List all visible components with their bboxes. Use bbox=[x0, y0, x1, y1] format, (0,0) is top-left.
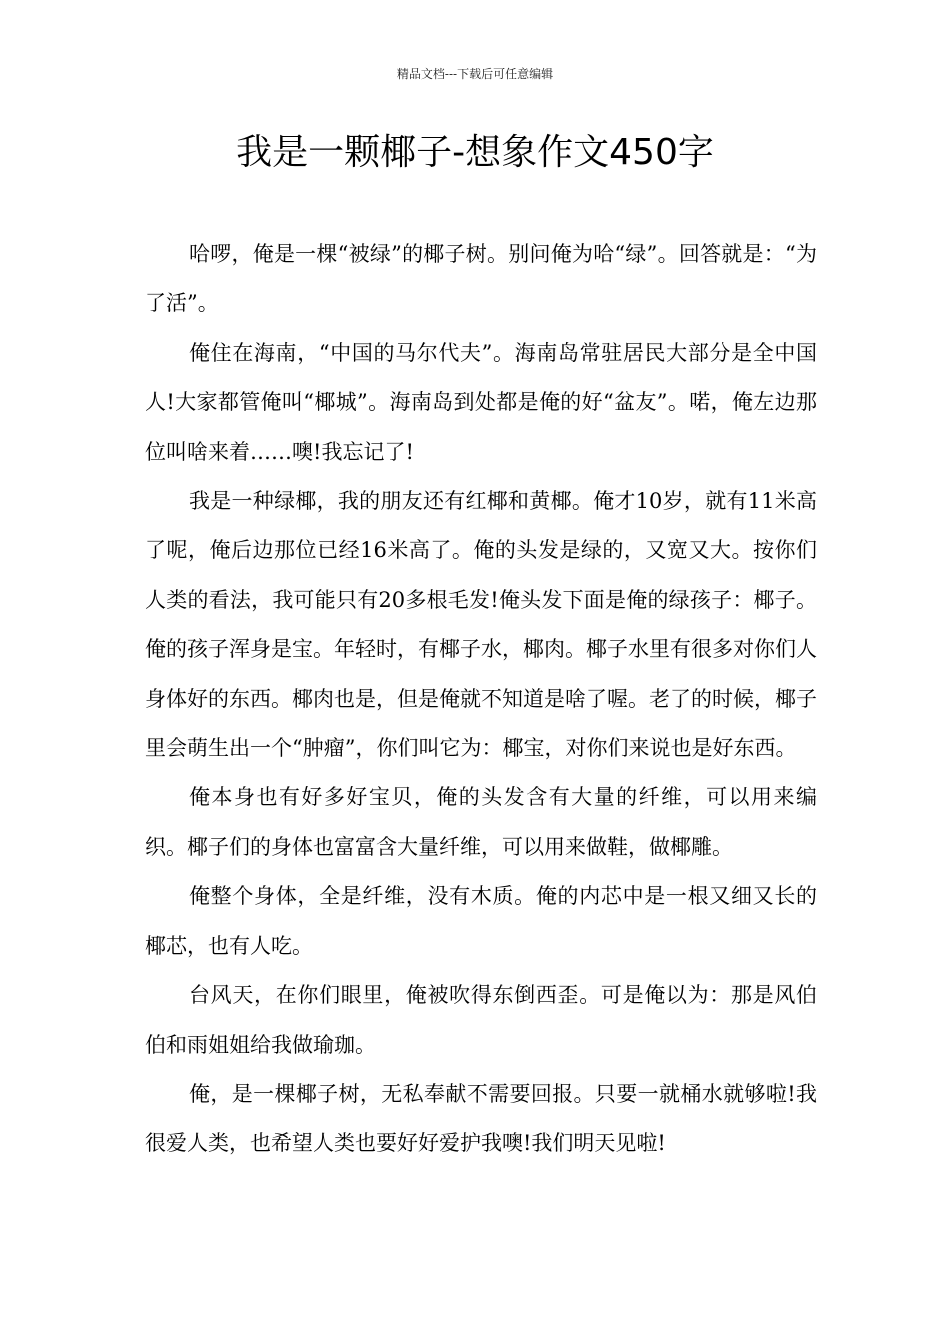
paragraph: 我是一种绿椰，我的朋友还有红椰和黄椰。俺才10岁，就有11米高了呢，俺后边那位已经16米高了。俺的头发是绿的，又宽又大。按你们人类的看法，我可能只有20多根毛发!俺头发下面是俺的绿孩子：椰子。俺的孩子浑身是宝。年轻时，有椰子水，椰肉。椰子水里有很多对你们人身体好的东西。椰肉也是，但是俺就不知道是啥了喔。老了的时候，椰子里会萌生出一个“肿瘤”，你们叫它为：椰宝，对你们来说也是好东西。 bbox=[145, 489, 817, 761]
paragraph: 俺，是一棵椰子树，无私奉献不需要回报。只要一就桶水就够啦!我很爱人类，也希望人类也要好好爱护我噢!我们明天见啦! bbox=[145, 1081, 817, 1156]
paragraph: 台风天，在你们眼里，俺被吹得东倒西歪。可是俺以为：那是风伯伯和雨姐姐给我做瑜珈。 bbox=[145, 983, 817, 1057]
paragraph: 哈啰，俺是一棵“被绿”的椰子树。别问俺为哈“绿”。回答就是：“为了活”。 bbox=[145, 242, 817, 316]
paragraph: 俺住在海南，“中国的马尔代夫”。海南岛常驻居民大部分是全中国人!大家都管俺叫“椰城”。海南岛到处都是俺的好“盆友”。喏，俺左边那位叫啥来着……噢!我忘记了! bbox=[145, 340, 817, 464]
document-title: 我是一颗椰子-想象作文450字 bbox=[236, 132, 714, 173]
paragraph: 俺本身也有好多好宝贝，俺的头发含有大量的纤维，可以用来编织。椰子们的身体也富富含大量纤维，可以用来做鞋，做椰雕。 bbox=[145, 785, 817, 859]
header-note: 精品文档---下载后可任意编辑 bbox=[396, 67, 554, 81]
paragraph: 俺整个身体，全是纤维，没有木质。俺的内芯中是一根又细又长的椰芯，也有人吃。 bbox=[145, 884, 817, 958]
document-body bbox=[145, 230, 817, 1169]
